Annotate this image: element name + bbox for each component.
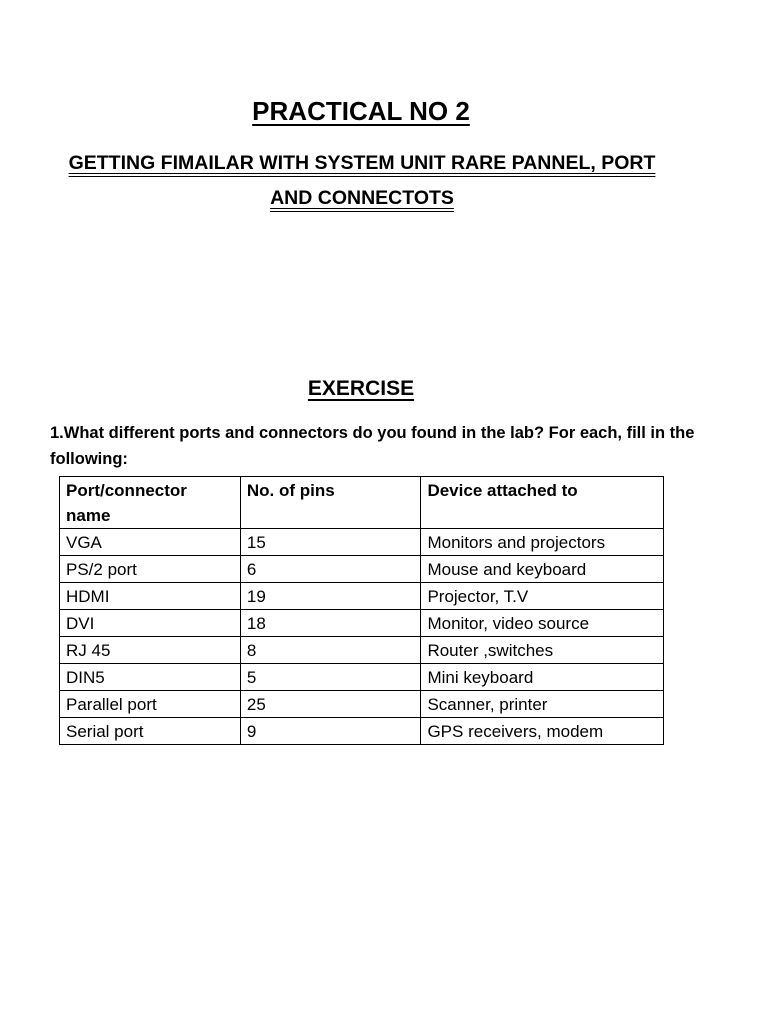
- device-cell: Monitors and projectors: [421, 529, 664, 556]
- device-cell: Scanner, printer: [421, 691, 664, 718]
- pin-count-cell: 18: [240, 610, 421, 637]
- pin-count-cell: 5: [240, 664, 421, 691]
- page-title: PRACTICAL NO 2: [252, 96, 470, 126]
- device-cell: Projector, T.V: [421, 583, 664, 610]
- pin-count-cell: 19: [240, 583, 421, 610]
- header-port-name: Port/connector name: [60, 477, 241, 529]
- port-name-cell: DIN5: [60, 664, 241, 691]
- port-name-cell: RJ 45: [60, 637, 241, 664]
- ports-table: [59, 476, 664, 745]
- table-row: [60, 664, 664, 691]
- table-row: [60, 637, 664, 664]
- header-device: Device attached to: [421, 477, 664, 529]
- table-row: [60, 529, 664, 556]
- device-cell: GPS receivers, modem: [421, 718, 664, 745]
- table-row: [60, 610, 664, 637]
- table-row: [60, 556, 664, 583]
- table-row: [60, 583, 664, 610]
- port-name-cell: PS/2 port: [60, 556, 241, 583]
- port-name-cell: Parallel port: [60, 691, 241, 718]
- port-name-cell: HDMI: [60, 583, 241, 610]
- section-heading: EXERCISE: [307, 377, 415, 400]
- pin-count-cell: 8: [240, 637, 421, 664]
- port-name-cell: Serial port: [60, 718, 241, 745]
- port-name-cell: DVI: [60, 610, 241, 637]
- device-cell: Mouse and keyboard: [421, 556, 664, 583]
- device-cell: Router ,switches: [421, 637, 664, 664]
- pin-count-cell: 6: [240, 556, 421, 583]
- device-cell: Monitor, video source: [421, 610, 664, 637]
- table-header-row: [60, 477, 664, 529]
- header-pin-count: No. of pins: [240, 477, 421, 529]
- pin-count-cell: 25: [240, 691, 421, 718]
- subtitle-line-2: AND CONNECTOTS: [270, 187, 454, 209]
- table-row: [60, 718, 664, 745]
- subtitle-line-1: GETTING FIMAILAR WITH SYSTEM UNIT RARE PANNEL, PORT: [68, 152, 656, 174]
- port-name-cell: VGA: [60, 529, 241, 556]
- pin-count-cell: 15: [240, 529, 421, 556]
- page-subtitle: [38, 146, 686, 216]
- device-cell: Mini keyboard: [421, 664, 664, 691]
- table-row: [60, 691, 664, 718]
- pin-count-cell: 9: [240, 718, 421, 745]
- question-text: 1.What different ports and connectors do you found in the lab? For each, fill in the following:: [50, 424, 695, 468]
